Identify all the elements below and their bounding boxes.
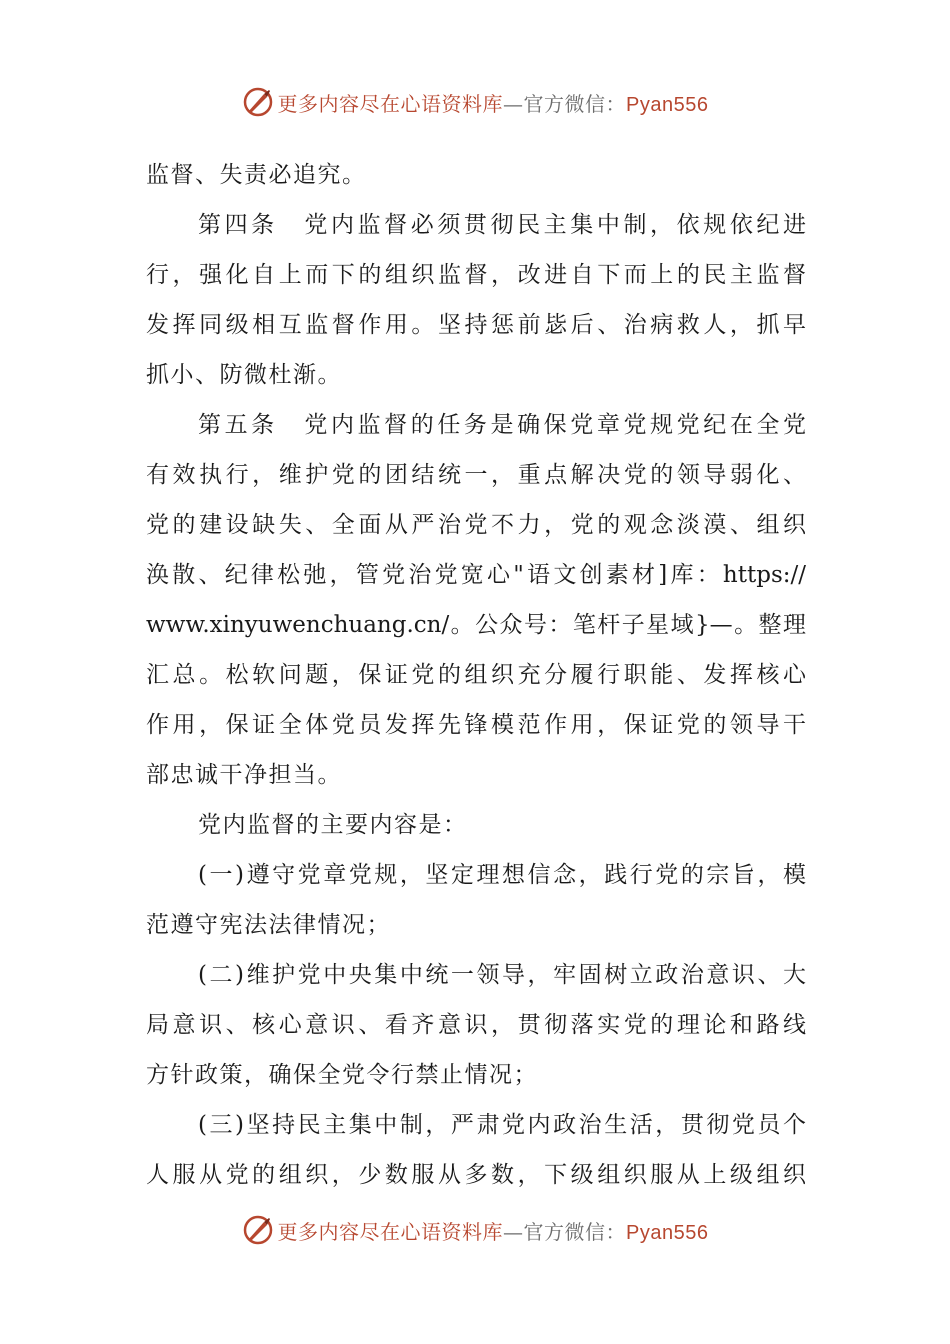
text-line: 有效执行，维护党的团结统一，重点解决党的领导弱化、 [146,462,806,488]
text-line: (三)坚持民主集中制，严肃党内政治生活，贯彻党员个 [198,1112,806,1138]
text-line: 汇总。松软问题，保证党的组织充分履行职能、发挥核心 [146,662,806,688]
text-line: 涣散、纪律松弛，管党治党宽心"语文创素材]库：https:// [146,562,806,588]
watermark-header [0,82,950,122]
text-line: 人服从党的组织，少数服从多数，下级组织服从上级组织 [146,1162,806,1188]
text-line: (二)维护党中央集中统一领导，牢固树立政治意识、大 [198,962,806,988]
text-line: 党内监督的主要内容是： [198,812,468,838]
text-line: 第五条 党内监督的任务是确保党章党规党纪在全党 [198,412,806,438]
text-line: 发挥同级相互监督作用。坚持惩前毖后、治病救人，抓早 [146,312,806,338]
text-line: 抓小、防微杜渐。 [146,362,342,388]
quill-seal-icon [242,1214,274,1246]
text-line: 党的建设缺失、全面从严治党不力，党的观念淡漠、组织 [146,512,806,538]
watermark-footer [0,1210,950,1250]
text-line: (一)遵守党章党规，坚定理想信念，践行党的宗旨，模 [198,862,806,888]
quill-seal-icon [242,86,274,118]
text-line: 监督、失责必追究。 [146,162,367,188]
text-line: 方针政策，确保全党令行禁止情况； [146,1062,538,1088]
watermark-text: 更多内容尽在心语资料库—官方微信：Pyan556 [277,1219,709,1244]
text-line: 作用，保证全体党员发挥先锋模范作用，保证党的领导干 [146,712,806,738]
text-line: 部忠诚干净担当。 [146,762,342,788]
text-line: 范遵守宪法法律情况； [146,912,391,938]
watermark-text: 更多内容尽在心语资料库—官方微信：Pyan556 [277,91,709,116]
text-line: 第四条 党内监督必须贯彻民主集中制，依规依纪进 [198,212,806,238]
document-body [146,150,806,1200]
text-line: www.xinyuwenchuang.cn/。公众号：笔杆子星域}—。整理 [146,612,806,638]
text-line: 行，强化自上而下的组织监督，改进自下而上的民主监督 [146,262,806,288]
text-line: 局意识、核心意识、看齐意识，贯彻落实党的理论和路线 [146,1012,806,1038]
